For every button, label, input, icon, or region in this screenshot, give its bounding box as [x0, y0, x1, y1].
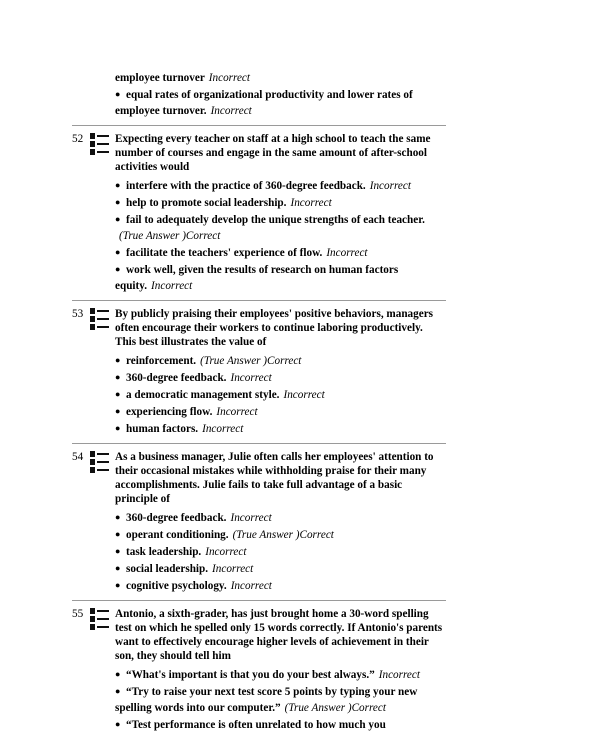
- answer-tag: Incorrect: [230, 372, 272, 384]
- answer-text: social leadership.: [126, 563, 209, 575]
- answer-tag: Incorrect: [216, 406, 258, 418]
- bullet-icon: ●: [115, 264, 121, 274]
- answer-text: 360-degree feedback.: [126, 372, 227, 384]
- answer-tag: Incorrect: [151, 280, 193, 292]
- list-icon[interactable]: [89, 607, 111, 631]
- answer-option: [115, 526, 446, 543]
- answer-tag: Incorrect: [208, 72, 251, 84]
- answer-tag: Incorrect: [205, 546, 247, 558]
- answer-option: [115, 177, 446, 194]
- answer-tag: (True Answer )Correct: [284, 702, 386, 714]
- answer-tag: Incorrect: [230, 580, 272, 592]
- quiz-content: [72, 70, 446, 733]
- question-53: [72, 307, 446, 437]
- bullet-icon: ●: [115, 580, 121, 590]
- answer-option: [115, 509, 446, 526]
- bullet-icon: ●: [115, 686, 121, 696]
- answer-option: [115, 543, 446, 560]
- question-55: [72, 607, 446, 733]
- bullet-icon: ●: [115, 214, 121, 224]
- answer-text: employee turnover: [115, 72, 205, 84]
- bullet-icon: ●: [115, 89, 121, 99]
- answer-tag: Incorrect: [290, 197, 332, 209]
- question-number: 55: [72, 608, 84, 620]
- bullet-icon: ●: [115, 719, 121, 729]
- question-divider: [72, 125, 446, 126]
- bullet-icon: ●: [115, 406, 121, 416]
- bullet-icon: ●: [115, 529, 121, 539]
- answer-text: task leadership.: [126, 546, 202, 558]
- previous-question-fragment: [72, 70, 446, 119]
- answer-tag: Incorrect: [326, 247, 368, 259]
- answer-text: 360-degree feedback.: [126, 512, 227, 524]
- bullet-icon: ●: [115, 247, 121, 257]
- answer-tag: (True Answer )Correct: [200, 355, 302, 367]
- answer-text: experiencing flow.: [126, 406, 213, 418]
- bullet-icon: ●: [115, 372, 121, 382]
- answer-option: [115, 666, 446, 683]
- answer-tag: (True Answer )Correct: [119, 230, 221, 242]
- bullet-icon: ●: [115, 423, 121, 433]
- bullet-icon: ●: [115, 197, 121, 207]
- answer-text: work well, given the results of research on human factors equity.: [115, 264, 399, 292]
- question-number: 52: [72, 133, 84, 145]
- question-text: As a business manager, Julie often calls her employees' attention to their occasional mistakes while withholding praise for their many accomplishments. Julie fails to take full advantage of a basic principle of: [115, 451, 434, 505]
- bullet-icon: ●: [115, 180, 121, 190]
- answer-tag: Incorrect: [212, 563, 254, 575]
- question-number: 54: [72, 451, 84, 463]
- list-icon[interactable]: [89, 307, 111, 331]
- bullet-icon: ●: [115, 389, 121, 399]
- answer-tag: Incorrect: [230, 512, 272, 524]
- question-divider: [72, 443, 446, 444]
- question-54: [72, 450, 446, 594]
- bullet-icon: ●: [115, 669, 121, 679]
- answer-tag: Incorrect: [283, 389, 325, 401]
- question-number: 53: [72, 308, 84, 320]
- list-icon[interactable]: [89, 132, 111, 156]
- answer-text: “What's important is that you do your best always.”: [126, 669, 375, 681]
- answer-text: a democratic management style.: [126, 389, 280, 401]
- answer-text: interfere with the practice of 360-degree feedback.: [126, 180, 366, 192]
- answer-option: [115, 683, 446, 716]
- answer-text: operant conditioning.: [126, 529, 229, 541]
- answer-option: [115, 194, 446, 211]
- question-text: Antonio, a sixth-grader, has just brought home a 30-word spelling test on which he spelled only 15 words correctly. If Antonio's parents want to effectively encourage higher levels of achievement in their son, they should tell him: [115, 608, 443, 662]
- answer-tag: Incorrect: [378, 669, 420, 681]
- answer-tag: Incorrect: [369, 180, 411, 192]
- answer-text: fail to adequately develop the unique strengths of each teacher.: [126, 214, 425, 226]
- bullet-icon: ●: [115, 563, 121, 573]
- answer-option: [115, 211, 446, 244]
- answer-text: “Try to raise your next test score 5 points by typing your new spelling words into our computer.”: [115, 686, 418, 714]
- bullet-icon: ●: [115, 355, 121, 365]
- answer-option: [115, 369, 446, 386]
- answer-text: human factors.: [126, 423, 199, 435]
- answer-tag: (True Answer )Correct: [232, 529, 334, 541]
- answer-tag: Incorrect: [202, 423, 244, 435]
- answer-option: [115, 716, 446, 733]
- answer-text: facilitate the teachers' experience of flow.: [126, 247, 323, 259]
- answer-option: [115, 244, 446, 261]
- answer-option: [115, 386, 446, 403]
- bullet-icon: ●: [115, 512, 121, 522]
- answer-option: [115, 420, 446, 437]
- answer-text: help to promote social leadership.: [126, 197, 287, 209]
- answer-option: [115, 261, 446, 294]
- answer-option: [115, 403, 446, 420]
- answer-option: [115, 352, 446, 369]
- question-52: [72, 132, 446, 294]
- question-text: Expecting every teacher on staff at a high school to teach the same number of courses and engage in the same amount of after-school activities would: [115, 133, 431, 173]
- answer-text: cognitive psychology.: [126, 580, 227, 592]
- question-text: By publicly praising their employees' positive behaviors, managers often encourage their workers to continue laboring productively. This best illustrates the value of: [115, 308, 434, 348]
- question-divider: [72, 600, 446, 601]
- answer-text: “Test performance is often unrelated to how much you: [126, 719, 386, 731]
- question-divider: [72, 300, 446, 301]
- answer-text: equal rates of organizational productivity and lower rates of employee turnover.: [115, 89, 413, 117]
- answer-line: [115, 70, 446, 86]
- answer-option: [115, 560, 446, 577]
- list-icon[interactable]: [89, 450, 111, 474]
- answer-tag: Incorrect: [210, 105, 252, 117]
- answer-text: reinforcement.: [126, 355, 197, 367]
- answer-option: [115, 86, 446, 119]
- answer-option: [115, 577, 446, 594]
- bullet-icon: ●: [115, 546, 121, 556]
